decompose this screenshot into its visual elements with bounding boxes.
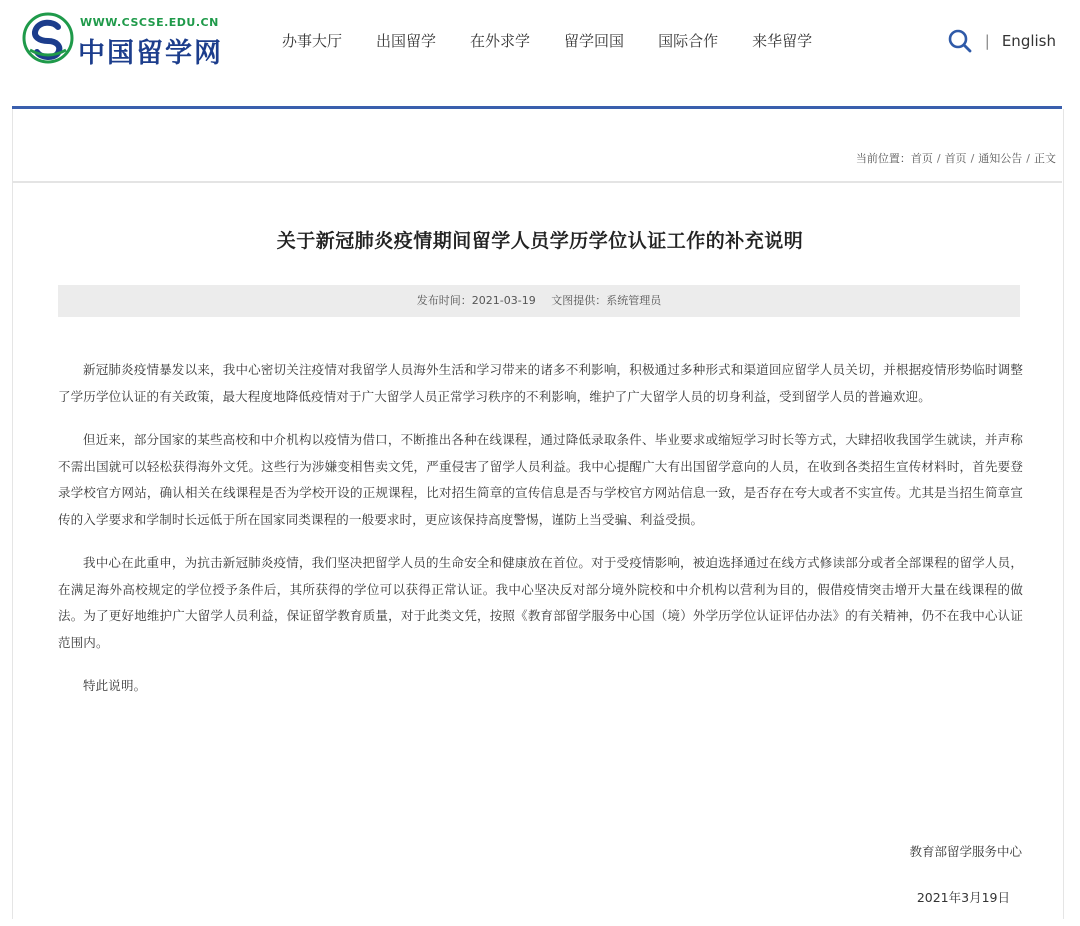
article-paragraph: 新冠肺炎疫情暴发以来，我中心密切关注疫情对我留学人员海外生活和学习带来的诸多不利影响，积极通过多种形式和渠道回应留学人员关切，并根据疫情形势临时调整了学历学位认证的有关政策，最大程度地降低疫情对于广大留学人员正常学习秩序的不利影响，维护了广大留学人员的切身利益，受到留学人员的普遍欢迎。 bbox=[58, 362, 1023, 404]
language-switch-link[interactable]: English bbox=[1001, 32, 1056, 50]
search-icon[interactable] bbox=[947, 28, 973, 54]
nav-item-studying-overseas[interactable]: 在外求学 bbox=[470, 32, 531, 50]
breadcrumb-separator: / bbox=[936, 152, 941, 165]
nav-item-international-cooperation[interactable]: 国际合作 bbox=[658, 32, 719, 50]
nav-item-study-abroad[interactable]: 出国留学 bbox=[376, 32, 437, 50]
breadcrumb-separator: / bbox=[1026, 152, 1030, 165]
tools-separator: | bbox=[984, 32, 990, 50]
nav-item-study-in-china[interactable]: 来华留学 bbox=[752, 32, 813, 50]
nav-item-returnees[interactable]: 留学回国 bbox=[564, 32, 625, 50]
article-meta-bar bbox=[58, 285, 1020, 317]
nav-item-service-hall[interactable]: 办事大厅 bbox=[282, 32, 343, 50]
signature-organization: 教育部留学服务中心 bbox=[909, 844, 1022, 859]
breadcrumb-divider bbox=[12, 181, 1062, 183]
breadcrumb bbox=[856, 150, 1056, 166]
article-title: 关于新冠肺炎疫情期间留学人员学历学位认证工作的补充说明 bbox=[276, 230, 804, 252]
content-provider: 文图提供：系统管理员 bbox=[551, 294, 662, 307]
logo-site-name: 中国留学网 bbox=[78, 38, 223, 69]
site-header bbox=[0, 0, 1080, 84]
publish-date: 发布时间：2021-03-19 bbox=[416, 294, 536, 307]
article-closing: 特此说明。 bbox=[83, 678, 147, 693]
article-paragraph: 我中心在此重申，为抗击新冠肺炎疫情，我们坚决把留学人员的生命安全和健康放在首位。对于受疫情影响，被迫选择通过在线方式修读部分或者全部课程的留学人员，在满足海外高校规定的学位授予条件后，其所获得的学位可以获得正常认证。我中心坚决反对部分境外院校和中介机构以营利为目的，假借疫情突击增开大量在线课程的做法。为了更好地维护广大留学人员利益，保证留学教育质量，对于此类文凭，按照《教育部留学服务中心国（境）外学历学位认证评估办法》的有关精神，仍不在我中心认证范围内。 bbox=[58, 555, 1023, 650]
header-tools bbox=[947, 28, 1056, 54]
breadcrumb-home-link[interactable]: 首页 bbox=[910, 152, 933, 165]
breadcrumb-notices-link[interactable]: 通知公告 bbox=[978, 152, 1023, 165]
logo-url-text: WWW.CSCSE.EDU.CN bbox=[80, 16, 219, 29]
breadcrumb-home-link-2[interactable]: 首页 bbox=[944, 152, 967, 165]
signature-date: 2021年3月19日 bbox=[916, 890, 1010, 905]
main-nav bbox=[270, 28, 829, 54]
article-paragraph: 但近来，部分国家的某些高校和中介机构以疫情为借口，不断推出各种在线课程，通过降低录取条件、毕业要求或缩短学习时长等方式，大肆招收我国学生就读，并声称不需出国就可以轻松获得海外文凭。这些行为涉嫌变相售卖文凭，严重侵害了留学人员利益。我中心提醒广大有出国留学意向的人员，在收到各类招生宣传材料时，首先要登录学校官方网站，确认相关在线课程是否为学校开设的正规课程，比对招生简章的宣传信息是否与学校官方网站信息一致，是否存在夸大或者不实宣传。尤其是当招生简章宣传的入学要求和学制时长远低于所在国家同类课程的一般要求时，更应该保持高度警惕，谨防上当受骗、利益受损。 bbox=[58, 432, 1023, 527]
site-logo[interactable] bbox=[22, 12, 222, 68]
article-body bbox=[58, 357, 1023, 717]
breadcrumb-prefix: 当前位置： bbox=[855, 152, 911, 165]
breadcrumb-current: 正文 bbox=[1034, 152, 1056, 165]
breadcrumb-separator: / bbox=[970, 152, 975, 165]
cscse-logo-icon bbox=[22, 12, 74, 64]
